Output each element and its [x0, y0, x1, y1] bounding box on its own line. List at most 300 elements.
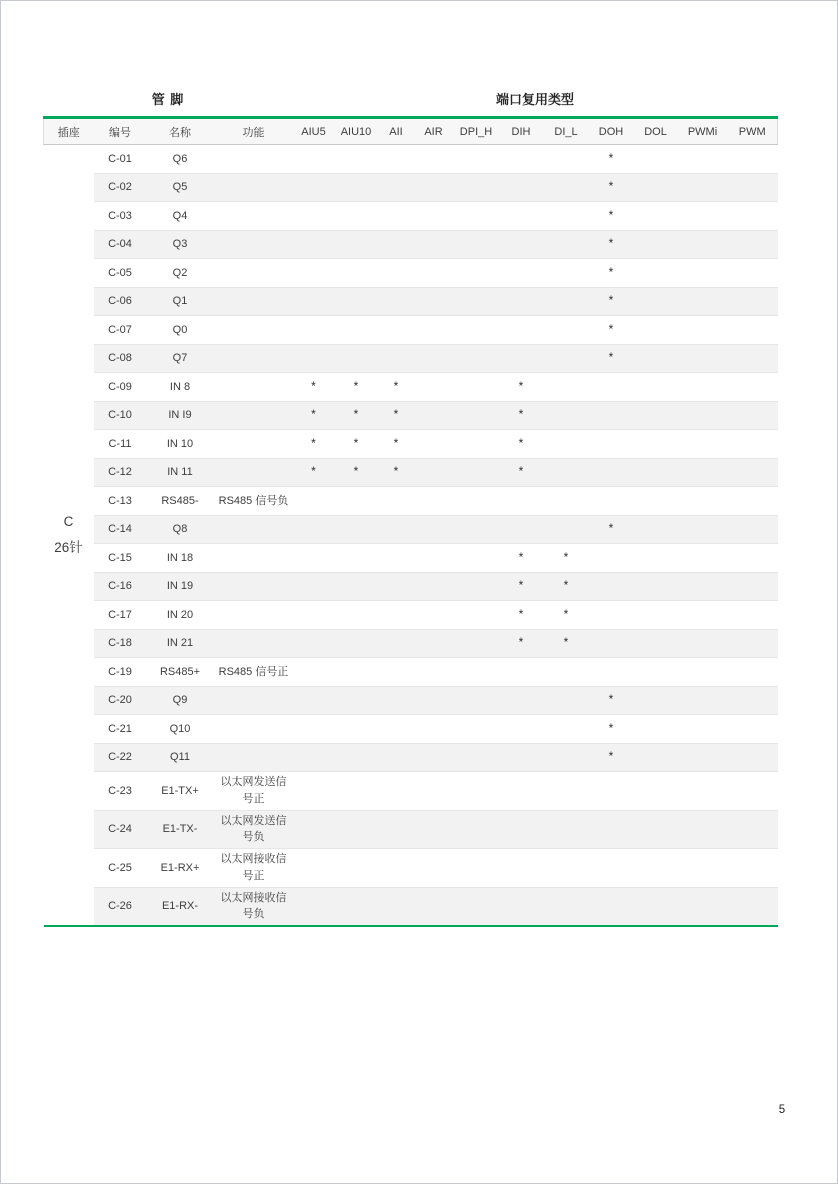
mux-mark-pwm [728, 202, 778, 231]
mux-mark-dol [634, 629, 678, 658]
pin-function [214, 145, 294, 174]
mux-mark-di-l: * [544, 601, 589, 630]
socket-label: C 26针 [44, 145, 94, 927]
pin-function: 以太网接收信号负 [214, 887, 294, 926]
mux-mark-doh: * [589, 287, 634, 316]
mux-mark-pwm [728, 772, 778, 811]
pin-id: C-05 [94, 259, 147, 288]
mux-mark-pwm [728, 887, 778, 926]
table-row [44, 572, 778, 601]
pin-name: Q1 [147, 287, 214, 316]
mux-mark-di-l [544, 259, 589, 288]
mux-mark-pwmi [678, 259, 728, 288]
pin-function [214, 458, 294, 487]
pin-name: IN I9 [147, 401, 214, 430]
mux-mark-dpi-h [454, 544, 499, 573]
pin-name: IN 10 [147, 430, 214, 459]
mux-mark-pwmi [678, 686, 728, 715]
mux-mark-dol [634, 344, 678, 373]
mux-mark-doh [589, 487, 634, 516]
mux-mark-air [414, 686, 454, 715]
table-row [44, 430, 778, 459]
pin-name: IN 21 [147, 629, 214, 658]
pin-function [214, 743, 294, 772]
mux-mark-dih [499, 715, 544, 744]
mux-mark-pwm [728, 230, 778, 259]
mux-mark-pwm [728, 344, 778, 373]
pin-name: RS485+ [147, 658, 214, 687]
mux-mark-doh: * [589, 515, 634, 544]
mux-mark-dol [634, 173, 678, 202]
pin-name: IN 18 [147, 544, 214, 573]
mux-mark-dol [634, 430, 678, 459]
mux-mark-aiu10 [334, 658, 379, 687]
mux-mark-dpi-h [454, 202, 499, 231]
mux-mark-air [414, 401, 454, 430]
pin-name: E1-RX+ [147, 849, 214, 888]
table-row [44, 658, 778, 687]
table-row [44, 515, 778, 544]
mux-mark-di-l [544, 316, 589, 345]
mux-mark-aiu5 [294, 629, 334, 658]
mux-mark-aiu5 [294, 658, 334, 687]
mux-mark-dih: * [499, 572, 544, 601]
mux-mark-dpi-h [454, 515, 499, 544]
mux-mark-dol [634, 458, 678, 487]
mux-mark-pwm [728, 316, 778, 345]
mux-mark-air [414, 145, 454, 174]
mux-mark-pwm [728, 629, 778, 658]
mux-mark-aii [379, 259, 414, 288]
table-row [44, 810, 778, 849]
mux-mark-aii [379, 715, 414, 744]
pin-id: C-25 [94, 849, 147, 888]
pin-name: IN 20 [147, 601, 214, 630]
mux-mark-aiu5 [294, 572, 334, 601]
mux-mark-dih [499, 344, 544, 373]
mux-mark-doh: * [589, 686, 634, 715]
mux-mark-doh: * [589, 743, 634, 772]
mux-mark-dih [499, 658, 544, 687]
mux-mark-air [414, 772, 454, 811]
page-number: 5 [778, 1104, 786, 1116]
mux-mark-aiu10 [334, 772, 379, 811]
mux-mark-air [414, 202, 454, 231]
mux-mark-air [414, 572, 454, 601]
mux-mark-aiu10 [334, 849, 379, 888]
column-header-socket: 插座 [44, 118, 94, 145]
table-row [44, 373, 778, 402]
mux-mark-dol [634, 202, 678, 231]
table-row [44, 715, 778, 744]
mux-mark-dpi-h [454, 572, 499, 601]
mux-mark-di-l [544, 743, 589, 772]
mux-mark-aiu10: * [334, 430, 379, 459]
mux-mark-pwmi [678, 287, 728, 316]
mux-mark-pwmi [678, 145, 728, 174]
table-row [44, 601, 778, 630]
mux-mark-doh: * [589, 230, 634, 259]
mux-mark-dpi-h [454, 601, 499, 630]
mux-mark-di-l: * [544, 572, 589, 601]
mux-mark-aiu5 [294, 715, 334, 744]
table-row [44, 145, 778, 174]
mux-mark-air [414, 544, 454, 573]
mux-mark-pwmi [678, 658, 728, 687]
mux-mark-aii [379, 629, 414, 658]
mux-mark-dpi-h [454, 686, 499, 715]
table-row [44, 458, 778, 487]
mux-mark-aiu5 [294, 487, 334, 516]
mux-mark-pwm [728, 515, 778, 544]
mux-mark-doh [589, 458, 634, 487]
mux-mark-aii [379, 849, 414, 888]
mux-mark-air [414, 259, 454, 288]
mux-mark-aiu5 [294, 849, 334, 888]
mux-mark-pwmi [678, 772, 728, 811]
mux-mark-aiu5 [294, 230, 334, 259]
mux-mark-aii [379, 544, 414, 573]
pin-function: RS485 信号正 [214, 658, 294, 687]
mux-mark-pwm [728, 487, 778, 516]
mux-mark-pwm [728, 715, 778, 744]
table-row [44, 772, 778, 811]
mux-mark-di-l [544, 686, 589, 715]
mux-mark-aii [379, 572, 414, 601]
mux-mark-pwm [728, 287, 778, 316]
mux-mark-di-l [544, 772, 589, 811]
mux-mark-aiu10 [334, 173, 379, 202]
pin-id: C-09 [94, 373, 147, 402]
column-header-dih: DIH [499, 118, 544, 145]
column-header-air: AIR [414, 118, 454, 145]
mux-mark-aiu5: * [294, 430, 334, 459]
mux-mark-doh [589, 373, 634, 402]
pin-function [214, 601, 294, 630]
pin-id: C-11 [94, 430, 147, 459]
mux-mark-pwm [728, 601, 778, 630]
mux-mark-dpi-h [454, 344, 499, 373]
mux-mark-aii: * [379, 430, 414, 459]
mux-mark-aiu10: * [334, 401, 379, 430]
mux-mark-pwmi [678, 430, 728, 459]
mux-mark-doh [589, 544, 634, 573]
mux-mark-dpi-h [454, 230, 499, 259]
mux-mark-aiu5 [294, 316, 334, 345]
mux-mark-dol [634, 230, 678, 259]
mux-mark-aii [379, 173, 414, 202]
mux-mark-aiu5 [294, 202, 334, 231]
mux-mark-aiu5 [294, 145, 334, 174]
pin-function [214, 202, 294, 231]
mux-mark-aiu5 [294, 887, 334, 926]
pin-id: C-19 [94, 658, 147, 687]
mux-mark-dih: * [499, 544, 544, 573]
mux-mark-aii [379, 316, 414, 345]
mux-mark-aiu10 [334, 629, 379, 658]
mux-mark-di-l [544, 810, 589, 849]
mux-mark-dpi-h [454, 810, 499, 849]
mux-mark-pwm [728, 145, 778, 174]
table-header-row [44, 118, 778, 145]
pin-id: C-21 [94, 715, 147, 744]
mux-mark-dih [499, 259, 544, 288]
mux-mark-dpi-h [454, 715, 499, 744]
mux-mark-air [414, 601, 454, 630]
pin-name: Q9 [147, 686, 214, 715]
pin-id: C-10 [94, 401, 147, 430]
mux-mark-dpi-h [454, 173, 499, 202]
mux-mark-dol [634, 772, 678, 811]
mux-mark-di-l [544, 401, 589, 430]
column-header-aiu5: AIU5 [294, 118, 334, 145]
pin-id: C-07 [94, 316, 147, 345]
pin-id: C-01 [108, 152, 132, 165]
column-header-dpi-h: DPI_H [454, 118, 499, 145]
column-header-pwmi: PWMi [678, 118, 728, 145]
pin-table-section [43, 81, 777, 927]
pin-function [214, 430, 294, 459]
mux-mark-dpi-h [454, 658, 499, 687]
mux-mark-dpi-h [454, 629, 499, 658]
mux-mark-doh [589, 629, 634, 658]
mux-mark-pwmi [678, 173, 728, 202]
pin-name: Q5 [147, 173, 214, 202]
mux-mark-doh [589, 887, 634, 926]
mux-mark-dpi-h [454, 772, 499, 811]
mux-mark-pwm [728, 686, 778, 715]
pin-name: IN 19 [147, 572, 214, 601]
pin-id: C-22 [94, 743, 147, 772]
mux-mark-pwmi [678, 572, 728, 601]
table-row [44, 202, 778, 231]
mux-mark-doh: * [589, 316, 634, 345]
mux-mark-aiu10 [334, 810, 379, 849]
mux-mark-doh [589, 430, 634, 459]
mux-mark-aiu5 [294, 287, 334, 316]
mux-mark-air [414, 887, 454, 926]
mux-mark-dol [634, 810, 678, 849]
mux-mark-aii [379, 887, 414, 926]
mux-mark-dpi-h [454, 401, 499, 430]
pin-id: C-13 [94, 487, 147, 516]
table-row [44, 629, 778, 658]
mux-mark-dol [634, 544, 678, 573]
mux-mark-dih [499, 772, 544, 811]
table-row [44, 743, 778, 772]
pin-function: 以太网发送信号负 [214, 810, 294, 849]
mux-mark-air [414, 230, 454, 259]
pin-function [214, 629, 294, 658]
mux-mark-aii [379, 772, 414, 811]
pin-name: E1-TX- [147, 810, 214, 849]
pin-name: Q10 [147, 715, 214, 744]
mux-mark-air [414, 316, 454, 345]
table-row [44, 259, 778, 288]
pin-id: C-18 [94, 629, 147, 658]
mux-mark-dol [634, 572, 678, 601]
mux-mark-dih [499, 887, 544, 926]
mux-mark-aiu10: * [334, 458, 379, 487]
pin-id: C-23 [94, 772, 147, 811]
pin-id: C-03 [94, 202, 147, 231]
mux-mark-dih: * [499, 430, 544, 459]
mux-mark-dol [634, 145, 678, 174]
table-row [44, 487, 778, 516]
mux-mark-air [414, 810, 454, 849]
mux-mark-di-l [544, 373, 589, 402]
mux-mark-dpi-h [454, 145, 499, 174]
mux-mark-aiu5: * [294, 373, 334, 402]
pin-id: C-26 [94, 887, 147, 926]
mux-mark-dol [634, 515, 678, 544]
pin-name: Q7 [147, 344, 214, 373]
mux-mark-aiu10 [334, 515, 379, 544]
mux-mark-pwmi [678, 544, 728, 573]
mux-mark-dih [499, 686, 544, 715]
mux-mark-aiu5: * [294, 401, 334, 430]
mux-mark-doh: * [589, 715, 634, 744]
mux-mark-dol [634, 743, 678, 772]
mux-mark-aiu10 [334, 544, 379, 573]
mux-mark-air [414, 287, 454, 316]
pin-function [214, 572, 294, 601]
mux-mark-dol [634, 401, 678, 430]
mux-mark-pwm [728, 810, 778, 849]
mux-mark-pwm [728, 743, 778, 772]
column-header-pwm: PWM [728, 118, 778, 145]
mux-mark-dih [499, 743, 544, 772]
mux-mark-aii [379, 743, 414, 772]
pin-id: C-16 [94, 572, 147, 601]
mux-mark-dpi-h [454, 430, 499, 459]
pin-name: IN 11 [147, 458, 214, 487]
mux-mark-aiu5 [294, 259, 334, 288]
mux-mark-pwmi [678, 458, 728, 487]
column-header-name: 名称 [147, 118, 214, 145]
pin-function [214, 173, 294, 202]
mux-mark-doh: * [589, 344, 634, 373]
mux-mark-dih [499, 230, 544, 259]
pin-id: C-15 [94, 544, 147, 573]
mux-mark-pwm [728, 259, 778, 288]
column-header-aii: AII [379, 118, 414, 145]
table-row [44, 344, 778, 373]
mux-mark-pwmi [678, 373, 728, 402]
pin-function [214, 344, 294, 373]
mux-mark-pwmi [678, 487, 728, 516]
mux-mark-aii: * [379, 373, 414, 402]
pin-id: C-14 [94, 515, 147, 544]
mux-mark-pwm [728, 401, 778, 430]
mux-mark-dol [634, 601, 678, 630]
mux-mark-dih: * [499, 401, 544, 430]
mux-mark-di-l [544, 658, 589, 687]
table-group-header [43, 81, 777, 116]
pin-id: C-04 [94, 230, 147, 259]
mux-mark-pwm [728, 572, 778, 601]
pin-function [214, 544, 294, 573]
mux-mark-aiu5 [294, 686, 334, 715]
group-header-pin: 管 脚 [151, 92, 185, 107]
mux-mark-doh [589, 572, 634, 601]
pin-id: C-17 [94, 601, 147, 630]
pin-function [214, 515, 294, 544]
mux-mark-dih: * [499, 601, 544, 630]
mux-mark-di-l [544, 458, 589, 487]
mux-mark-aii [379, 658, 414, 687]
mux-mark-di-l [544, 715, 589, 744]
mux-mark-di-l [544, 173, 589, 202]
mux-mark-dpi-h [454, 316, 499, 345]
mux-mark-dol [634, 259, 678, 288]
mux-mark-di-l [544, 515, 589, 544]
pin-id: C-20 [94, 686, 147, 715]
mux-mark-aii [379, 230, 414, 259]
mux-mark-dih [499, 173, 544, 202]
mux-mark-di-l: * [544, 629, 589, 658]
mux-mark-aiu10 [334, 601, 379, 630]
mux-mark-aiu10 [334, 316, 379, 345]
mux-mark-dih [499, 487, 544, 516]
mux-mark-aiu10 [334, 344, 379, 373]
column-header-id: 编号 [94, 118, 147, 145]
mux-mark-pwmi [678, 230, 728, 259]
mux-mark-pwmi [678, 202, 728, 231]
mux-mark-dol [634, 686, 678, 715]
mux-mark-dih [499, 849, 544, 888]
mux-mark-aiu10 [334, 743, 379, 772]
mux-mark-dol [634, 887, 678, 926]
mux-mark-doh: * [589, 202, 634, 231]
pin-name: RS485- [147, 487, 214, 516]
mux-mark-aii [379, 686, 414, 715]
mux-mark-air [414, 458, 454, 487]
mux-mark-dpi-h [454, 849, 499, 888]
mux-mark-di-l [544, 430, 589, 459]
mux-mark-pwmi [678, 344, 728, 373]
mux-mark-pwm [728, 658, 778, 687]
pin-function: RS485 信号负 [214, 487, 294, 516]
mux-mark-air [414, 430, 454, 459]
mux-mark-aii [379, 344, 414, 373]
mux-mark-pwmi [678, 849, 728, 888]
mux-mark-aiu10 [334, 887, 379, 926]
mux-mark-aiu10: * [334, 373, 379, 402]
mux-mark-dih: * [499, 373, 544, 402]
mux-mark-dih [499, 287, 544, 316]
mux-mark-pwm [728, 544, 778, 573]
mux-mark-dol [634, 849, 678, 888]
pin-name: Q0 [147, 316, 214, 345]
mux-mark-aiu10 [334, 230, 379, 259]
mux-mark-dpi-h [454, 287, 499, 316]
pin-name: E1-RX- [147, 887, 214, 926]
mux-mark-aiu5: * [294, 458, 334, 487]
pin-name: IN 8 [147, 373, 214, 402]
mux-mark-di-l [544, 145, 589, 174]
table-row [44, 686, 778, 715]
mux-mark-air [414, 715, 454, 744]
mux-mark-aii [379, 601, 414, 630]
pin-function: 以太网接收信号正 [214, 849, 294, 888]
mux-mark-aii [379, 287, 414, 316]
pin-id: C-06 [94, 287, 147, 316]
mux-mark-dpi-h [454, 887, 499, 926]
mux-mark-aiu5 [294, 743, 334, 772]
mux-mark-di-l: * [544, 544, 589, 573]
table-row [44, 316, 778, 345]
